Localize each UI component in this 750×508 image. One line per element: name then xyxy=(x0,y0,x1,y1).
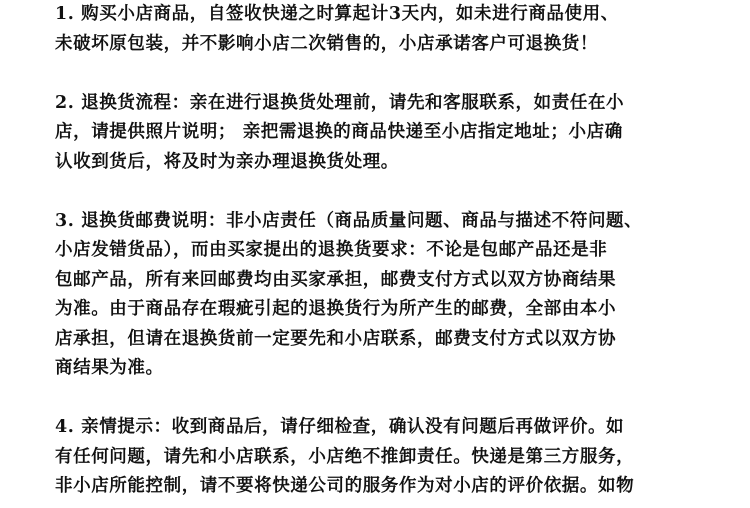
paragraph-line: 小店发错货品），而由买家提出的退换货要求：不论是包邮产品还是非 xyxy=(55,240,608,260)
policy-document xyxy=(55,0,735,502)
paragraph-spacer xyxy=(55,59,735,89)
paragraph-spacer xyxy=(55,384,735,414)
paragraph-line: 包邮产品，所有来回邮费均由买家承担，邮费支付方式以双方协商结果 xyxy=(55,269,617,290)
paragraph-line: 未破坏原包装，并不影响小店二次销售的，小店承诺客户可退换货！ xyxy=(55,33,598,54)
paragraph-line: 4. 亲情提示：收到商品后，请仔细检查，确认没有问题后再做评价。如 xyxy=(55,417,625,437)
paragraph-line: 店承担，但请在退换货前一定要先和小店联系，邮费支付方式以双方协 xyxy=(55,328,617,349)
policy-paragraph-4 xyxy=(55,413,735,502)
paragraph-line: 商结果为准。 xyxy=(55,358,164,378)
policy-paragraph-1 xyxy=(55,0,735,59)
policy-paragraph-3 xyxy=(55,207,735,384)
paragraph-line: 2. 退换货流程：亲在进行退换货处理前，请先和客服联系，如责任在小 xyxy=(55,92,625,113)
paragraph-line: 3. 退换货邮费说明：非小店责任（商品质量问题、商品与描述不符问题、 xyxy=(55,210,643,231)
paragraph-line: 为准。由于商品存在瑕疵引起的退换货行为所产生的邮费，全部由本小 xyxy=(55,299,617,319)
paragraph-spacer xyxy=(55,177,735,207)
paragraph-line: 有任何问题，请先和小店联系，小店绝不推卸责任。快递是第三方服务， xyxy=(55,446,635,467)
policy-paragraph-2 xyxy=(55,89,735,178)
paragraph-line: 店，请提供照片说明； 亲把需退换的商品快递至小店指定地址；小店确 xyxy=(55,122,623,142)
paragraph-line: 1. 购买小店商品，自签收快递之时算起计3天内，如未进行商品使用、 xyxy=(55,4,619,24)
paragraph-line: 认收到货后，将及时为亲办理退换货处理。 xyxy=(55,151,399,172)
paragraph-line: 非小店所能控制，请不要将快递公司的服务作为对小店的评价依据。如物 xyxy=(55,476,635,496)
